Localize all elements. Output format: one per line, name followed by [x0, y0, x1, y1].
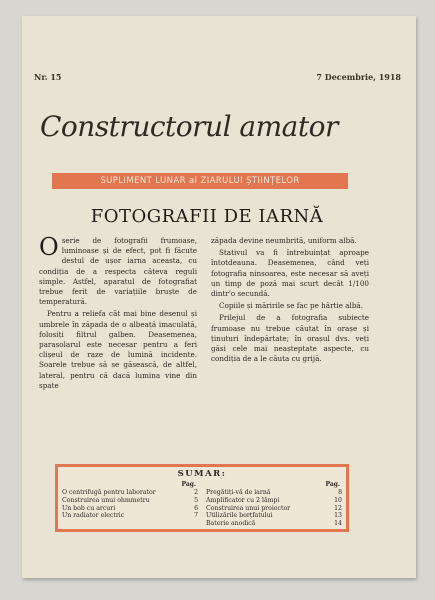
magazine-subtitle-band: SUPLIMENT LUNAR al ZIARULUI ȘTIINȚELOR [52, 173, 348, 189]
article-paragraph: Oserie de fotografii frumoase, luminoase și de efect, pot fi făcute destul de ușor iarna aceasta, cu condiția de a respecta câteva reguli simple. Astfel, aparatul de fotografiat trebue ferit de variațiile bruște de temperatură. [39, 233, 197, 307]
issue-number: Nr. 15 [34, 72, 62, 82]
toc-entry[interactable]: Construirea unui ohmmetru 5 [62, 496, 198, 504]
article-paragraph: Copiile și măririle se fac pe hârtie albă. [219, 301, 363, 311]
toc-column-left [62, 481, 200, 520]
article-paragraph: Stativul va fi întrebuințat aproape întotdeauna. Deasemenea, când veți fotografia ninsoarea, este necesar să aveți un timp de poză mai scurt decât 1/100 dintr'o secundă. [211, 248, 369, 299]
toc-entry[interactable]: Pregătiți-vă de iarnă 8 [206, 489, 342, 496]
toc-entry[interactable]: Amplificator cu 2 lămpi 10 [206, 496, 342, 504]
toc-entry[interactable]: Utilizările borțfatului 13 [206, 512, 342, 520]
article-paragraph: Prilejul de a fotografia subiecte frumoase nu trebue căutat în orașe și ținuturi îndepărtate; în orașul dvs. veți găsi cele mai neașteptate aspecte, cu condiția de a le căuta cu grijă. [211, 313, 369, 364]
article-headline: FOTOGRAFII DE IARNĂ [90, 206, 324, 227]
article-paragraph: zăpada devine neumbrită, uniform albă. [211, 236, 357, 245]
toc-page-header: Pag. [181, 481, 196, 488]
drop-cap: O [39, 233, 59, 261]
toc-entry[interactable]: Baterie anodică 14 [206, 520, 342, 528]
toc-column-right [206, 481, 344, 528]
article-paragraph: Pentru a reliefa cât mai bine desenul și umbrele în zăpada de o albeață imaculată, folosiți filtrul galben. Deasemenea, parasolarul este necesar pentru a feri clișeul de raze de lumină incidente. Soarele trebue să se găsească, de altfel, lateral, pentru că dacă lumina vine din spate [39, 309, 197, 390]
article-column-right [211, 236, 369, 436]
toc-entry[interactable]: Un bob cu arcuri 6 [62, 504, 198, 512]
toc-title: SUMAR: [177, 469, 227, 479]
toc-entry[interactable]: Un radiator electric 7 [62, 512, 198, 520]
toc-entry[interactable]: O centrifugă pentru laborator 2 [62, 489, 198, 496]
toc-page-header: Pag. [325, 481, 340, 488]
magazine-title: Constructorul amator [40, 110, 338, 143]
issue-date: 7 Decembrie, 1918 [316, 72, 401, 82]
article-body [39, 233, 369, 436]
article-column-left [39, 233, 197, 436]
issue-header [34, 72, 401, 82]
toc-entry[interactable]: Construirea unui proiector 12 [206, 504, 342, 512]
table-of-contents [55, 464, 349, 532]
